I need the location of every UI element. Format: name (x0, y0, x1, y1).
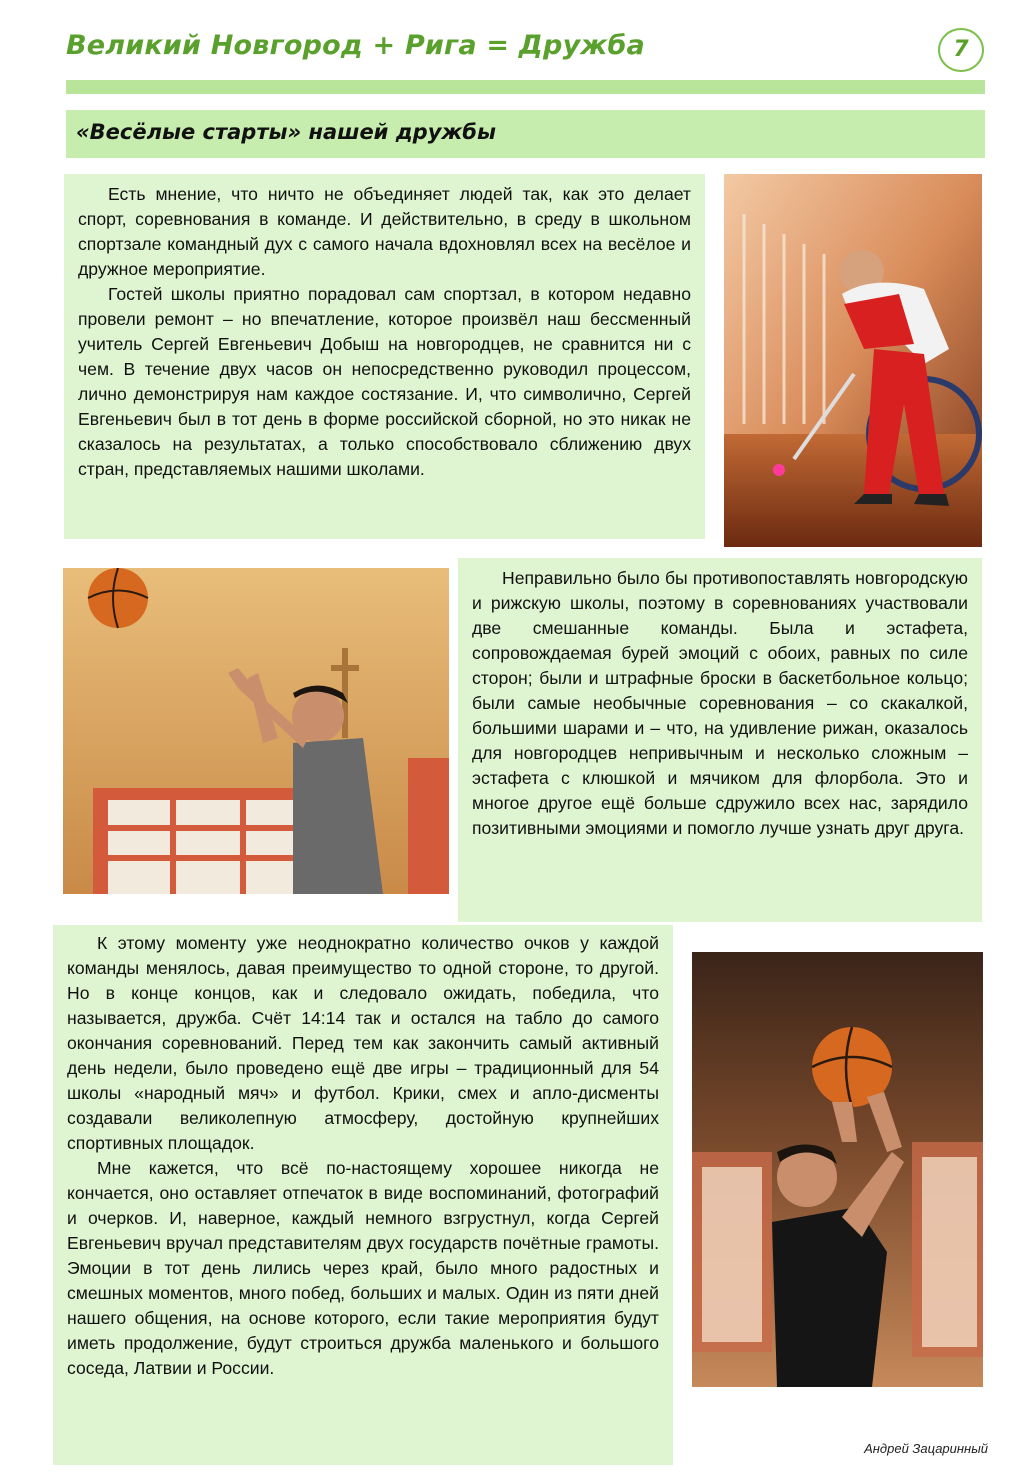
section-header (66, 110, 985, 158)
photo-teacher-svg (724, 174, 982, 547)
photo-holding-ball-svg (692, 952, 983, 1387)
paragraph: Есть мнение, что ничто не объединяет людей так, как это делает спорт, соревнования в команде. И действительно, в среду в школьном спортзале командный дух с самого начала вдохновлял всех на весёлое и дружное мероприятие. (78, 184, 691, 279)
author-signature: Андрей Зацаринный (864, 1441, 988, 1456)
paragraph: К этому моменту уже неоднократно количество очков у каждой команды менялось, давая преимущество то одной стороне, то другой. Но в конце концов, как и следовало ожидать, победила, что называется, дружба. Счёт 14:14 так и остался на табло до самого окончания соревнований. Перед тем как закончить самый активный день недели, было проведено ещё две игры – традиционный для 54 школы «народный мяч» и футбол. Крики, смех и апло-дисменты создавали великолепную атмосферу, достойную крупнейших спортивных площадок. (67, 933, 659, 1153)
page-header-title: Великий Новгород + Рига = Дружба (66, 30, 645, 61)
paragraph: Мне кажется, что всё по-настоящему хорошее никогда не кончается, оно оставляет отпечаток в виде воспоминаний, фотографий и очерков. И, наверное, каждый немного взгрустнул, когда Сергей Евгеньевич вручал представителям двух государств почётные грамоты. Эмоции в тот день лились через край, было много радостных и смешных моментов, много побед, больших и малых. Один из пяти дней нашего общения, на основе которого, если такие мероприятия будут иметь продолжение, будут строиться дружба маленького и большого соседа, Латвии и России. (67, 1158, 659, 1378)
section-title: «Весёлые старты» нашей дружбы (76, 120, 496, 144)
page-number: 7 (938, 28, 984, 72)
student-shooting-photo (63, 568, 449, 894)
paragraph: Неправильно было бы противопоставлять новгородскую и рижскую школы, поэтому в соревнованиях участвовали две смешанные команды. Была и эстафета, сопровождаемая бурей эмоций с обоих, равных по силе сторон; были и штрафные броски в баскетбольное кольцо; были самые необычные соревнования – со скакалкой, большими шарами и – что, на удивление рижан, оказалось для новгородцев непривычным и несколько сложным – эстафета с клюшкой и мячиком для флорбола. Это и многое другое ещё больше сдружило всех нас, зарядило позитивными эмоциями и помогло лучше узнать друг друга. (472, 568, 968, 838)
article-block-2 (458, 558, 982, 922)
paragraph: Гостей школы приятно порадовал сам спортзал, в котором недавно провели ремонт – но впечатление, которое произвёл наш бессменный учитель Сергей Евгеньевич Добыш на новгородцев, не сравнится ни с чем. В течение двух часов он непосредственно руководил процессом, лично демонстрируя нам каждое состязание. И, что символично, Сергей Евгеньевич был в тот день в форме российской сборной, но это никак не сказалось на результатах, а только способствовало сближению двух стран, представляемых нашими школами. (78, 284, 691, 479)
article-block-1 (64, 174, 705, 539)
student-holding-ball-photo (692, 952, 983, 1387)
photo-shooting-svg (63, 568, 449, 894)
teacher-floorball-photo (724, 174, 982, 547)
article-block-3 (53, 925, 673, 1465)
header-divider (66, 80, 985, 94)
